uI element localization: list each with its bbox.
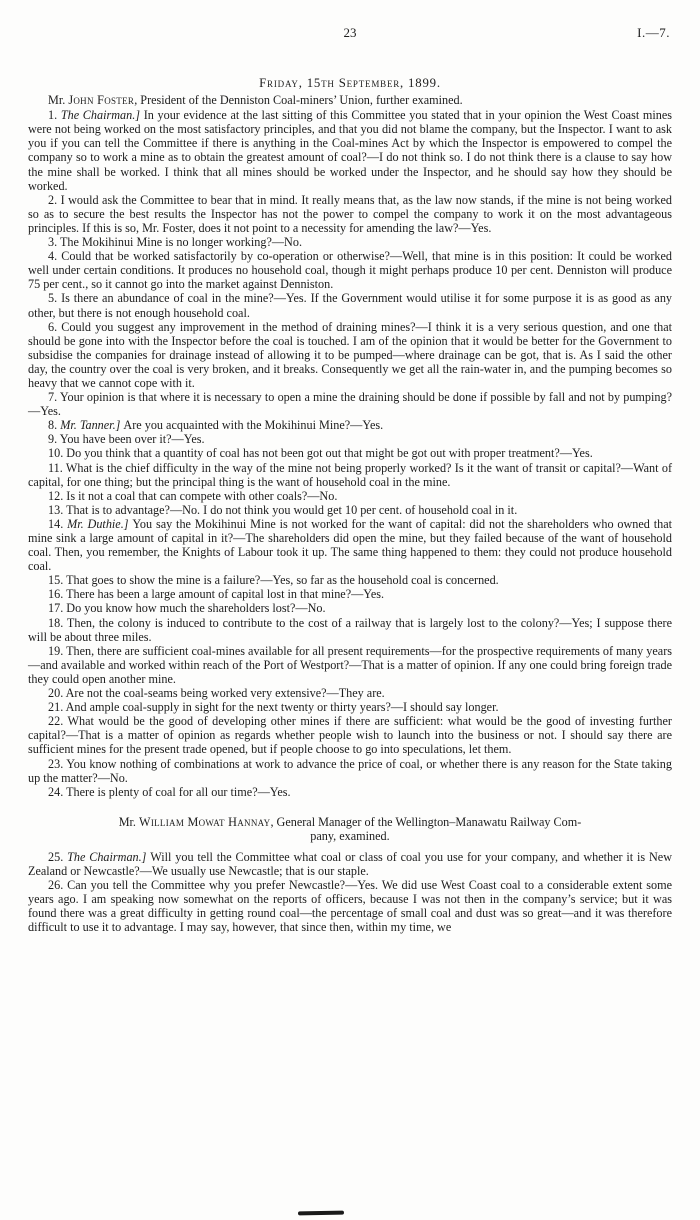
witness2-name: William Mowat Hannay — [139, 814, 271, 829]
question-answer-text: The Mokihinui Mine is no longer working?—No. — [59, 235, 302, 250]
witness2-prefix: Mr. — [118, 814, 140, 829]
question-number: 25. — [48, 849, 68, 864]
question-answer-text: There is plenty of coal for all our time?—Yes. — [66, 784, 291, 799]
testimony-paragraph — [28, 785, 672, 799]
question-answer-text: Are not the coal-seams being worked very extensive?—They are. — [65, 686, 385, 701]
testimony-paragraph — [28, 320, 672, 390]
question-number: 23. — [48, 756, 67, 771]
witness1-prefix: Mr. — [48, 93, 69, 108]
question-answer-text: Can you tell the Committee why you prefer Newcastle?—Yes. We did use West Coast coal to a considerable extent some years ago. I am speaking now somewhat on the reports of officers, because I was not then in the company’s service; but it was found there was a great difficulty in getting round coal—the percentage of small coal and dust was so great—and it was therefore difficult to use it to advantage. I may say, however, that since then, within my time, we — [28, 878, 672, 935]
question-number: 14. — [48, 516, 68, 531]
question-answer-text: Then, the colony is induced to contribute to the cost of a railway that is largely lost to the colony?—Yes; I suppose there will be about three miles. — [28, 615, 673, 644]
question-answer-text: There has been a large amount of capital lost in that mine?—Yes. — [66, 587, 385, 602]
speaker-name: Mr. Duthie.] — [67, 516, 133, 531]
question-answer-text: I would ask the Committee to bear that in mind. It really means that, as the law now stands, if the mine is not being worked so as to secure the best results the Inspector has not the power to compel the company to work it on the most advantageous principles. If this is so, Mr. Foster, does it not point to a necessity for amending the law?—Yes. — [28, 192, 673, 235]
page-header — [28, 26, 672, 42]
testimony-paragraph — [28, 714, 672, 756]
testimony-paragraph — [28, 418, 672, 432]
session-date-heading: Friday, 15th September, 1899. — [259, 76, 441, 90]
question-answer-text: You know nothing of combinations at work to advance the price of coal, or whether there is any reason for the State taking up the matter?—No. — [28, 756, 672, 785]
question-number: 6. — [48, 319, 62, 334]
question-answer-text: Then, there are sufficient coal-mines available for all present requirements—for the prospective requirements of many years—and available and worked within reach of the Port of Westport?—That is a matter of opinion. If any one could bring foreign trade they could open another mine. — [28, 643, 672, 686]
question-number: 11. — [48, 460, 66, 475]
question-number: 18. — [48, 615, 67, 630]
testimony-section-2 — [28, 850, 672, 935]
testimony-section-1 — [28, 108, 672, 799]
question-number: 8. — [48, 418, 61, 433]
question-number: 1. — [48, 108, 61, 123]
question-answer-text: You have been over it?—Yes. — [59, 432, 205, 447]
question-number: 5. — [48, 291, 62, 306]
scan-artifact — [298, 1211, 344, 1216]
question-answer-text: Do you think that a quantity of coal has not been got out that might be got out with proper treatment?—Yes. — [66, 446, 593, 461]
question-answer-text: Will you tell the Committee what coal or class of coal you use for your company, and whether it is New Zealand or Newcastle?—We usually use Newcastle; that is our staple. — [28, 849, 673, 879]
testimony-paragraph — [28, 461, 672, 489]
question-number: 2. — [48, 192, 61, 207]
question-answer-text: You say the Mokihinui Mine is not worked for the want of capital: did not the shareholders who owned that mine sink a large amount of capital in it?—The shareholders did open the mine, but they failed because of the want of household coal. Then, you remember, the Knights of Labour took it up. The same thing happened to them: they could not produce household coal. — [28, 516, 672, 574]
testimony-paragraph — [28, 489, 672, 503]
question-answer-text: Could you suggest any improvement in the method of draining mines?—I think it is a very serious question, and one that should be gone into with the Inspector before the coal is touched. I am of the opinion that it would be better for the Government to subsidise the companies for drainage instead of allowing it to be pumped—where drainage can be got, that is. As I said the other day, the country over the coal is very broken, and it breaks. Consequently we get all the rain-water in, and the pumping becomes so heavy that we cannot cope with it. — [28, 319, 673, 390]
document-reference: I.—7. — [637, 25, 670, 40]
page-number: 23 — [343, 25, 357, 40]
witness-intro-2 — [28, 815, 672, 843]
question-number: 15. — [48, 573, 67, 588]
testimony-paragraph — [28, 291, 672, 319]
testimony-paragraph — [28, 616, 672, 644]
question-answer-text: In your evidence at the last sitting of this Committee you stated that in your opinion the West Coast mines were not being worked on the most satisfactory principles, and that you did not blame the company, but the Inspector. I want to ask you if you can tell the Committee if there is anything in the Coal-mines Act by which the Inspector is empowered to compel the company so to work a mine as to obtain the greatest amount of coal?—I do not think so. I do not think there is a clause to say how the mine shall be worked. I think that all mines should be worked under the Inspector, and he should say how they should be worked. — [28, 108, 672, 193]
question-answer-text: What is the chief difficulty in the way of the mine not being properly worked? Is it the want of transit or capital?—Want of capital, for one thing; but the principal thing is the want of household coal in the mine. — [28, 460, 673, 489]
testimony-paragraph — [28, 686, 672, 700]
question-answer-text: That is to advantage?—No. I do not think you would get 10 per cent. of household coal in it. — [66, 502, 518, 517]
question-answer-text: What would be the good of developing other mines if there are sufficient: what would be the good of investing further capital?—That is a matter of opinion as regards whether people wish to launch into the business or not. I should say there are sufficient mines for the present trade opened, but if people choose to go into speculations, let them. — [28, 714, 672, 757]
question-number: 20. — [48, 686, 66, 701]
speaker-name: The Chairman.] — [60, 108, 144, 123]
question-number: 21. — [48, 700, 66, 715]
testimony-paragraph — [28, 432, 672, 446]
question-number: 4. — [48, 249, 62, 264]
testimony-paragraph — [28, 235, 672, 249]
testimony-paragraph — [28, 193, 672, 235]
speaker-name: The Chairman.] — [67, 849, 151, 864]
question-number: 22. — [48, 714, 68, 729]
question-answer-text: Your opinion is that where it is necessary to open a mine the draining should be done if possible by fall and not by pumping?—Yes. — [28, 390, 672, 419]
testimony-paragraph — [28, 446, 672, 460]
testimony-paragraph — [28, 601, 672, 615]
question-number: 13. — [48, 502, 67, 517]
witness-intro-1 — [28, 93, 672, 107]
question-number: 12. — [48, 488, 67, 503]
testimony-paragraph — [28, 878, 672, 934]
question-number: 10. — [48, 446, 67, 461]
testimony-paragraph — [28, 644, 672, 686]
testimony-paragraph — [28, 390, 672, 418]
testimony-paragraph — [28, 503, 672, 517]
witness2-role: , General Manager of the Wellington–Manawatu Railway Com- — [270, 814, 582, 829]
testimony-paragraph — [28, 108, 672, 193]
question-number: 3. — [48, 235, 60, 250]
witness1-name: John Foster — [68, 93, 135, 108]
question-number: 19. — [48, 643, 67, 658]
question-answer-text: Is it not a coal that can compete with other coals?—No. — [66, 488, 338, 503]
question-number: 24. — [48, 784, 67, 799]
question-number: 17. — [48, 601, 67, 616]
testimony-paragraph — [28, 587, 672, 601]
witness2-heading-line1 — [28, 815, 672, 829]
question-answer-text: Do you know how much the shareholders lost?—No. — [66, 601, 326, 616]
question-number: 7. — [48, 390, 60, 405]
question-number: 26. — [48, 878, 68, 893]
witness1-role: , President of the Denniston Coal-miners’ Union, further examined. — [134, 93, 463, 108]
question-number: 9. — [48, 432, 60, 447]
testimony-paragraph — [28, 850, 672, 878]
question-answer-text: Is there an abundance of coal in the mine?—Yes. If the Government would utilise it for some purpose it is as good as any other, but there is not enough household coal. — [28, 291, 673, 320]
testimony-paragraph — [28, 700, 672, 714]
testimony-paragraph — [28, 573, 672, 587]
question-number: 16. — [48, 587, 67, 602]
witness2-heading-line2: pany, examined. — [310, 828, 390, 843]
speaker-name: Mr. Tanner.] — [60, 418, 124, 433]
testimony-paragraph — [28, 517, 672, 573]
question-answer-text: That goes to show the mine is a failure?—Yes, so far as the household coal is concerned. — [66, 573, 499, 588]
question-answer-text: And ample coal-supply in sight for the next twenty or thirty years?—I should say longer. — [65, 700, 499, 715]
testimony-paragraph — [28, 757, 672, 785]
question-answer-text: Are you acquainted with the Mokihinui Mine?—Yes. — [123, 418, 384, 433]
question-answer-text: Could that be worked satisfactorily by co-operation or otherwise?—Well, that mine is in this position: It could be worked well under certain conditions. It produces no household coal, though it might perhaps produce 10 per cent. Denniston will produce 75 per cent., so it cannot go into the market against Denniston. — [28, 249, 672, 292]
testimony-paragraph — [28, 249, 672, 291]
